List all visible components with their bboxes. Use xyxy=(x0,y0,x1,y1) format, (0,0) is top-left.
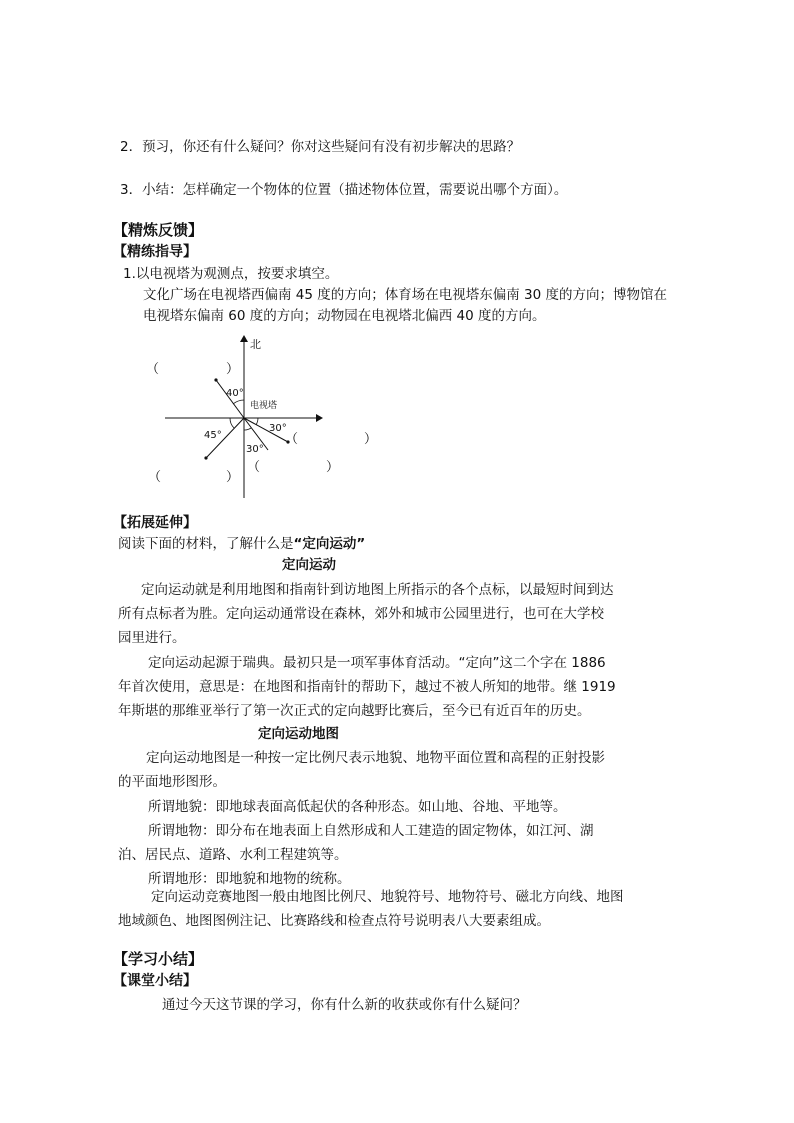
para-2-line-3: 年斯堪的那维亚举行了第一次正式的定向越野比赛后，至今已有近百年的历史。 xyxy=(118,703,591,719)
para-3-line-2: 的平面地形图形。 xyxy=(118,774,226,790)
reading-intro xyxy=(118,534,365,554)
blank-zoo-close: ） xyxy=(226,362,240,377)
question-3: 3．小结：怎样确定一个物体的位置（描述物体位置，需要说出哪个方面）。 xyxy=(120,182,568,198)
direction-diagram xyxy=(130,330,390,500)
para-3-line-1: 定向运动地图是一种按一定比例尺表示地貌、地物平面位置和高程的正射投影 xyxy=(146,750,605,766)
point-culture-square xyxy=(204,456,207,459)
arc-30-right xyxy=(256,418,258,425)
title-orienteering: 定向运动 xyxy=(282,557,336,573)
label-angle-30-right: 30° xyxy=(269,423,287,434)
arc-30-bottom xyxy=(244,428,251,430)
para-1-line-1: 定向运动就是利用地图和指南针到访地图上所指示的各个点标，以最短时间到达 xyxy=(141,582,614,598)
exercise-1-title: 1.以电视塔为观测点，按要求填空。 xyxy=(123,266,339,282)
point-zoo xyxy=(214,378,217,381)
blank-museum-open: （ xyxy=(247,460,261,475)
blank-zoo-open: （ xyxy=(146,362,160,377)
summary-question: 通过今天这节课的学习，你有什么新的收获或你有什么疑问？ xyxy=(162,997,527,1013)
subheading-extend: 【拓展延伸】 xyxy=(113,515,197,531)
para-2-line-1: 定向运动起源于瑞典。最初只是一项军事体育活动。“定向”这二个字在 1886 xyxy=(148,655,606,671)
blank-museum-close: ） xyxy=(326,460,340,475)
para-4: 所谓地貌：即地球表面高低起伏的各种形态。如山地、谷地、平地等。 xyxy=(148,799,567,815)
para-5-line-1: 所谓地物：即分布在地表面上自然形成和人工建造的固定物体，如江河、湖 xyxy=(148,823,594,839)
blank-culture-open: （ xyxy=(148,470,162,485)
exercise-1-line-1: 文化广场在电视塔西偏南 45 度的方向；体育场在电视塔东偏南 30 度的方向；博物馆在 xyxy=(143,287,668,303)
exercise-1-line-2: 电视塔东偏南 60 度的方向；动物园在电视塔北偏西 40 度的方向。 xyxy=(143,308,546,324)
arc-40 xyxy=(233,400,244,404)
label-angle-30-bottom: 30° xyxy=(246,444,264,455)
para-1-line-2: 所有点标者为胜。定向运动通常设在森林，郊外和城市公园里进行，也可在大学校 xyxy=(118,606,604,622)
para-7-line-1: 定向运动竞赛地图一般由地图比例尺、地貌符号、地物符号、磁北方向线、地图 xyxy=(151,889,624,905)
title-orienteering-map: 定向运动地图 xyxy=(258,726,339,742)
section-heading-feedback: 【精炼反馈】 xyxy=(113,221,204,239)
label-angle-40: 40° xyxy=(226,388,244,399)
ray-zoo xyxy=(216,380,244,418)
para-1-line-3: 园里进行。 xyxy=(118,630,186,646)
blank-stadium-open: （ xyxy=(285,432,299,447)
reading-intro-bold: “定向运动” xyxy=(293,536,366,552)
blank-stadium-close: ） xyxy=(364,432,378,447)
reading-intro-text: 阅读下面的材料，了解什么是 xyxy=(118,536,294,552)
para-6: 所谓地形：即地貌和地物的统称。 xyxy=(148,871,351,887)
arc-45 xyxy=(230,418,234,428)
blank-culture-close: ） xyxy=(226,470,240,485)
para-7-line-2: 地域颜色、地图图例注记、比赛路线和检查点符号说明表八大要素组成。 xyxy=(118,913,550,929)
subheading-class-summary: 【课堂小结】 xyxy=(113,973,197,989)
question-2: 2．预习，你还有什么疑问？你对这些疑问有没有初步解决的思路？ xyxy=(120,139,521,155)
para-2-line-2: 年首次使用，意思是：在地图和指南针的帮助下，越过不被人所知的地带。继 1919 xyxy=(118,679,616,695)
subheading-guide: 【精练指导】 xyxy=(113,244,197,260)
para-5-line-2: 泊、居民点、道路、水利工程建筑等。 xyxy=(118,847,348,863)
label-tv-tower: 电视塔 xyxy=(250,401,278,411)
label-north: 北 xyxy=(250,338,261,351)
label-angle-45: 45° xyxy=(204,430,222,441)
section-heading-summary: 【学习小结】 xyxy=(113,950,204,968)
